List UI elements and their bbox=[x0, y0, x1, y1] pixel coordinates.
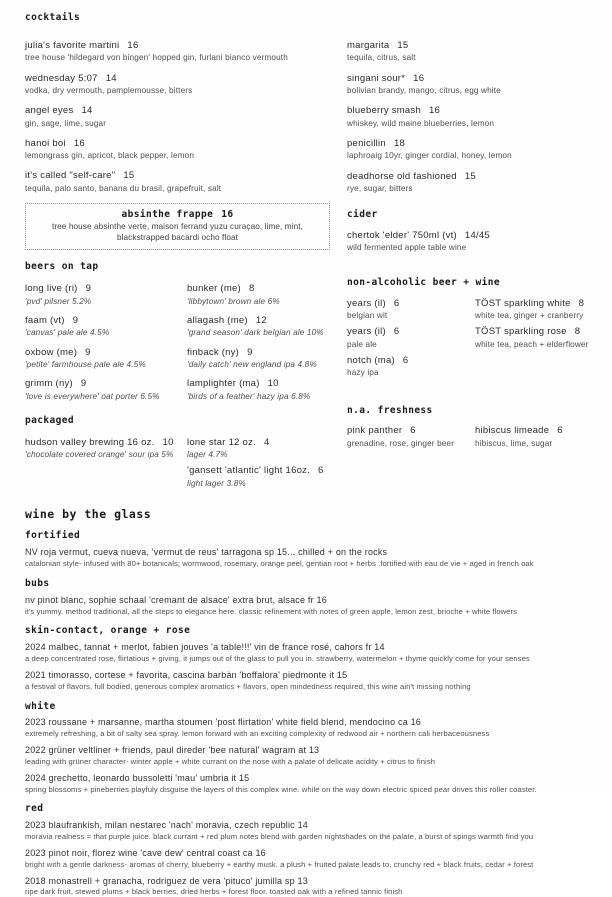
item-name: TÖST sparkling rose bbox=[475, 326, 567, 338]
packaged-item bbox=[187, 437, 330, 461]
freshness-item bbox=[475, 425, 592, 449]
cocktails-header: cocktails bbox=[25, 12, 81, 23]
na-item bbox=[347, 355, 475, 379]
item-price: 16 bbox=[73, 137, 85, 149]
item-desc: bolivian brandy, mango, citrus, egg white bbox=[347, 86, 501, 96]
beer-item bbox=[25, 378, 187, 402]
wine-entry bbox=[25, 773, 592, 795]
item-desc: whiskey, wild maine blueberries, lemon bbox=[347, 118, 495, 128]
cocktail-item bbox=[347, 138, 592, 162]
item-price: 18 bbox=[393, 137, 406, 149]
top-columns bbox=[25, 12, 592, 494]
item-name: angel eyes bbox=[25, 105, 74, 117]
beer-item bbox=[187, 378, 330, 402]
wine-desc: catalonian style- infused with 80+ botanicals; wormwood, rosemary, orange peel, gentian root + herbs .fortified with eau de vie + aged in french oak bbox=[25, 559, 534, 569]
na-item bbox=[475, 298, 592, 322]
absinthe-frappe-box bbox=[25, 203, 330, 250]
wine-desc: ripe dark fruit, stewed plums + black berries, dried herbs + forest floor. toasted oak with a refined tannic finish bbox=[25, 887, 403, 897]
wine-line: 2021 timorasso, cortese + favorita, cascina barbàn 'boffalora' piedmonte it 15 bbox=[25, 669, 348, 680]
packaged-grid bbox=[25, 437, 330, 494]
item-price: 9 bbox=[85, 283, 92, 295]
wine-desc: bright with a gentle darkness- aromas of cherry, blueberry + earthy musk. a plush + fruited palate leads to, crunchy red + black fruits, cedar + forest bbox=[25, 859, 534, 869]
item-name: oxbow (me) bbox=[25, 346, 78, 358]
item-price: 9 bbox=[80, 378, 87, 390]
na-item bbox=[475, 326, 592, 350]
item-price: 6 bbox=[393, 297, 400, 309]
cocktail-item bbox=[347, 73, 592, 97]
non-alcoholic-grid bbox=[347, 298, 592, 384]
item-name: pink panther bbox=[347, 425, 403, 437]
freshness-item bbox=[347, 425, 475, 449]
wine-subheader-skin-contact: skin-contact, orange + rose bbox=[25, 625, 191, 637]
na-item bbox=[347, 326, 475, 350]
item-desc: tree house 'hildegard von bingen' hopped gin, furlani bianco vermouth bbox=[25, 53, 288, 63]
na-right-subcolumn bbox=[475, 298, 592, 384]
wine-desc: it's yummy. method traditional, all the steps to elegance here. classic refinement with notes of green apple, lemon zest, brioche + white flowers bbox=[25, 606, 518, 616]
wine-line: 2023 blaufrankish, milan nestarec 'nach' moravia, czech republic 14 bbox=[25, 820, 308, 831]
item-name: hanoi boi bbox=[25, 137, 66, 149]
item-price: 16 bbox=[413, 72, 425, 84]
na-left-subcolumn bbox=[347, 298, 475, 384]
cocktail-item bbox=[347, 171, 592, 195]
freshness-left-subcolumn bbox=[347, 425, 475, 454]
item-desc: hibiscus, lime, sugar bbox=[475, 438, 553, 448]
cocktail-item bbox=[347, 105, 592, 129]
item-price: 12 bbox=[255, 314, 267, 326]
wine-desc: extremely refreshing, a bit of salty sea spray. lemon forward with an exciting complexity of redwood air + northern cali herbaceousness bbox=[25, 729, 490, 739]
wine-subheader-bubs: bubs bbox=[25, 577, 50, 589]
item-desc: tree house absinthe verte, maison ferrand yuzu curaçao, lime, mint, blackstrapped bacardi ocho float bbox=[51, 222, 304, 242]
item-name: it's called "self-care" bbox=[25, 170, 116, 182]
left-column bbox=[25, 12, 330, 494]
wine-entry bbox=[25, 547, 592, 569]
item-desc: pale ale bbox=[347, 339, 377, 349]
wine-desc: a festival of flavors, full bodied, generous complex aromatics + flavors, open mindedness required, this wine ain't missing nothing bbox=[25, 681, 471, 691]
right-column bbox=[330, 12, 592, 494]
item-name: blueberry smash bbox=[347, 105, 421, 117]
item-name: notch (ma) bbox=[347, 354, 395, 366]
non-alcoholic-header: non-alcoholic beer + wine bbox=[347, 276, 500, 288]
item-price: 10 bbox=[162, 436, 174, 448]
item-price: 6 bbox=[393, 326, 400, 338]
item-name: absinthe frappe bbox=[121, 209, 214, 221]
wine-line: NV roja vermut, cueva nueva, 'vermut de reus' tarragona sp 15... chilled + on the rocks bbox=[25, 547, 388, 558]
beers-grid bbox=[25, 283, 330, 410]
item-price: 8 bbox=[574, 326, 581, 338]
cocktail-item bbox=[25, 105, 330, 129]
item-desc: 'chocolate covered orange' sour ipa 5% bbox=[25, 450, 174, 460]
item-price: 16 bbox=[221, 209, 234, 221]
item-price: 14 bbox=[105, 72, 117, 84]
wine-entry bbox=[25, 717, 592, 739]
na-freshness-grid bbox=[347, 425, 592, 454]
wine-desc: leading with grüner character- winter apple + white currant on the nose with a palate of delicate acidity + citrus to finish bbox=[25, 756, 436, 766]
item-name: years (il) bbox=[347, 326, 386, 338]
wine-entry bbox=[25, 670, 592, 692]
cocktail-item bbox=[25, 40, 330, 64]
wine-desc: moravia realness = that purple juice. black currant + red plum notes blend with garden nightshades on the palate, a burst of spings warmth find you bbox=[25, 832, 534, 842]
beer-item bbox=[187, 283, 330, 307]
cider-item bbox=[347, 230, 592, 254]
beer-item bbox=[25, 283, 187, 307]
packaged-item bbox=[187, 465, 330, 489]
item-desc: grenadine, rose, ginger beer bbox=[347, 438, 455, 448]
item-desc: 'grand season' dark belgian ale 10% bbox=[187, 328, 324, 338]
wine-desc: spring blossoms + pineberries playfuly disguise the layers of this complex wine. while on the way down electric spiced pear drives this roller coaster. bbox=[25, 784, 537, 794]
item-desc: lemongrass gin, apricot, black pepper, lemon bbox=[25, 151, 195, 161]
beers-on-tap-header: beers on tap bbox=[25, 261, 99, 273]
item-name: 'gansett 'atlantic' light 16oz. bbox=[187, 465, 311, 477]
packaged-item bbox=[25, 437, 187, 461]
item-price: 8 bbox=[578, 297, 585, 309]
packaged-left-subcolumn bbox=[25, 437, 187, 494]
item-desc: 'libbytown' brown ale 6% bbox=[187, 296, 280, 306]
item-name: bunker (me) bbox=[187, 283, 241, 295]
item-name: lamplighter (ma) bbox=[187, 378, 260, 390]
wine-line: 2023 roussane + marsanne, martha stoumen 'post flirtation' white field blend, mendocino ca 16 bbox=[25, 717, 422, 728]
wine-entry bbox=[25, 876, 592, 897]
wine-entry bbox=[25, 820, 592, 842]
freshness-right-subcolumn bbox=[475, 425, 592, 454]
item-desc: 'daily catch' new england ipa 4.8% bbox=[187, 359, 317, 369]
item-price: 15 bbox=[464, 170, 476, 182]
item-name: finback (ny) bbox=[187, 346, 240, 358]
item-price: 6 bbox=[318, 465, 324, 477]
item-name: lone star 12 oz. bbox=[187, 436, 256, 448]
item-desc: laphroaig 10yr, ginger cordial, honey, lemon bbox=[347, 151, 512, 161]
item-desc: gin, sage, lime, sugar bbox=[25, 118, 107, 128]
item-name: deadhorse old fashioned bbox=[347, 170, 457, 182]
item-price: 8 bbox=[248, 283, 255, 295]
item-name: allagash (me) bbox=[187, 314, 248, 326]
item-name: margarita bbox=[347, 40, 390, 51]
spacer bbox=[347, 12, 592, 40]
item-price: 6 bbox=[402, 354, 409, 366]
item-desc: white tea, ginger + cranberry bbox=[475, 310, 584, 320]
item-desc: 'birds of a feather' hazy ipa 6.8% bbox=[187, 391, 311, 401]
item-price: 16 bbox=[428, 105, 441, 117]
cocktail-item bbox=[347, 40, 592, 64]
item-desc: 'love is everywhere' oat porter 6.5% bbox=[25, 391, 160, 401]
item-desc: 'pvd' pilsner 5.2% bbox=[25, 296, 92, 306]
cocktail-item bbox=[25, 138, 330, 162]
item-name: chertok 'elder' 750ml (vt) bbox=[347, 230, 457, 242]
wine-subheader-red: red bbox=[25, 803, 44, 815]
item-name: hibiscus limeade bbox=[475, 425, 550, 437]
item-price: 14/45 bbox=[464, 230, 490, 242]
item-name: years (il) bbox=[347, 297, 386, 309]
item-desc: hazy ipa bbox=[347, 368, 379, 378]
item-name: wednesday 5:07 bbox=[25, 72, 98, 84]
packaged-right-subcolumn bbox=[187, 437, 330, 494]
item-price: 9 bbox=[247, 346, 253, 358]
item-desc: rye, sugar, bitters bbox=[347, 183, 413, 193]
wine-line: 2023 pinot noir, florez wine 'cave dew' central coast ca 16 bbox=[25, 847, 266, 858]
wine-entry bbox=[25, 595, 592, 617]
wine-by-the-glass-section bbox=[25, 507, 592, 897]
item-price: 16 bbox=[127, 39, 139, 51]
beer-item bbox=[25, 315, 187, 339]
item-name: penicillin bbox=[347, 137, 386, 149]
item-desc: belgian wit bbox=[347, 310, 388, 320]
wine-line: 2024 malbec, tannat + merlot, fabien jouves 'a table!!!' vin de france rosé, cahors fr 14 bbox=[25, 642, 385, 653]
item-name: long live (ri) bbox=[25, 283, 78, 295]
item-price: 10 bbox=[267, 378, 279, 390]
item-name: grimm (ny) bbox=[25, 378, 73, 390]
item-desc: 'petite' farmhouse pale ale 4.5% bbox=[25, 359, 146, 369]
beer-item bbox=[187, 315, 330, 339]
item-price: 6 bbox=[557, 425, 563, 437]
packaged-header: packaged bbox=[25, 414, 74, 426]
item-price: 9 bbox=[72, 314, 79, 326]
item-desc: 'canvas' pale ale 4.5% bbox=[25, 328, 110, 338]
item-desc: light lager 3.8% bbox=[187, 478, 246, 488]
wine-subheader-white: white bbox=[25, 700, 56, 712]
cocktail-item bbox=[25, 73, 330, 97]
item-desc: vodka, dry vermouth, pamplemousse, bitters bbox=[25, 85, 193, 95]
cider-header: cider bbox=[347, 209, 378, 221]
item-desc: tequila, citrus, salt bbox=[347, 53, 416, 63]
item-price: 9 bbox=[85, 346, 91, 358]
item-price: 14 bbox=[81, 105, 93, 117]
beer-item bbox=[25, 347, 187, 371]
wine-subheader-fortified: fortified bbox=[25, 530, 81, 542]
item-price: 15 bbox=[397, 40, 409, 51]
cocktail-item bbox=[25, 170, 330, 194]
item-desc: tequila, palo santo, banana du brasil, grapefruit, salt bbox=[25, 183, 222, 193]
item-desc: wild fermented apple table wine bbox=[347, 243, 467, 253]
item-price: 6 bbox=[410, 425, 416, 437]
item-name: hudson valley brewing 16 oz. bbox=[25, 436, 155, 448]
wine-header: wine by the glass bbox=[25, 506, 152, 521]
na-freshness-header: n.a. freshness bbox=[347, 404, 433, 416]
wine-entry bbox=[25, 642, 592, 664]
item-desc: white tea, peach + elderflower bbox=[475, 339, 589, 349]
item-name: faam (vt) bbox=[25, 314, 65, 326]
item-name: singani sour* bbox=[347, 72, 406, 84]
wine-line: 2022 grüner veltliner + friends, paul direder 'bee natural' wagram at 13 bbox=[25, 745, 320, 756]
wine-desc: a deep concentrated rose, flirtatious + giving, it jumps out of the glass to pull you in. strawberry, watermelon + thyme quickly come for your senses bbox=[25, 654, 530, 664]
wine-line: nv pinot blanc, sophie schaal 'cremant de alsace' extra brut, alsace fr 16 bbox=[25, 594, 327, 605]
item-name: julia's favorite martini bbox=[25, 39, 120, 51]
item-desc: lager 4.7% bbox=[187, 450, 228, 460]
wine-entry bbox=[25, 745, 592, 767]
wine-entry bbox=[25, 848, 592, 870]
item-price: 15 bbox=[123, 170, 135, 182]
wine-line: 2024 grechetto, leonardo bussoletti 'mau' umbria it 15 bbox=[25, 772, 250, 783]
wine-line: 2018 monastrell + granacha, rodriguez de vera 'pituco' jumilla sp 13 bbox=[25, 875, 308, 886]
na-item bbox=[347, 298, 475, 322]
item-price: 4 bbox=[263, 436, 270, 448]
beer-item bbox=[187, 347, 330, 371]
item-name: TÖST sparkling white bbox=[475, 297, 571, 309]
